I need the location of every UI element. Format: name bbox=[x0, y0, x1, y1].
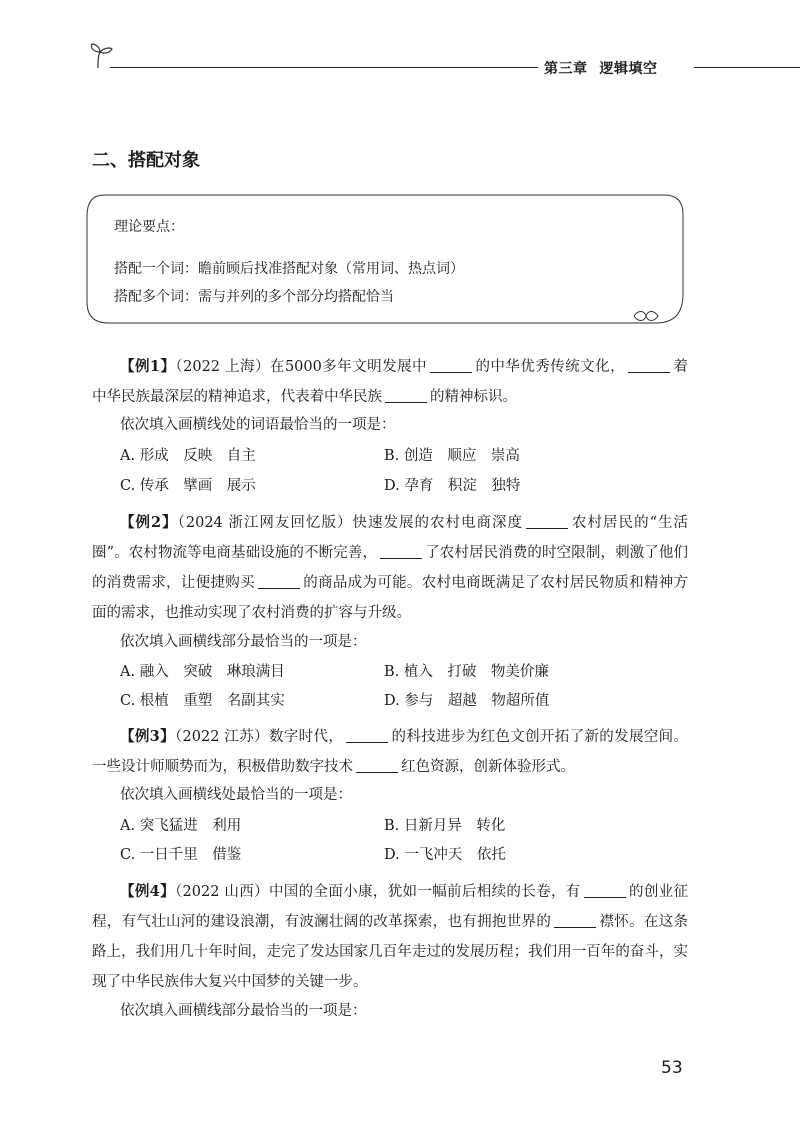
example-1-text-2: 的中华优秀传统文化， bbox=[475, 359, 626, 375]
example-3-text-2: 的科技进步为红色文创开拓了新的发展空间。一些设计师顺势而为，积极借助数字技术 bbox=[92, 729, 689, 775]
chapter-title: 逻辑填空 bbox=[599, 61, 658, 77]
chapter-heading bbox=[544, 58, 670, 78]
header-rule-left bbox=[110, 67, 538, 68]
example-1-text-4: 的精神标识。 bbox=[430, 389, 517, 405]
example-1-text-1: 在5000多年文明发展中 bbox=[269, 359, 428, 375]
example-2-question: 依次填入画横线部分最恰当的一项是： bbox=[120, 634, 367, 650]
example-3-source: （2022 江苏） bbox=[174, 729, 269, 745]
section-heading: 二、搭配对象 bbox=[92, 150, 200, 171]
example-2-option-a[interactable]: A. 融入 突破 琳琅满目 bbox=[120, 664, 285, 680]
example-2-text-3: 了农村居民消费的时空限制，刺激了他们的消费需求，让便捷购买 bbox=[92, 545, 688, 591]
theory-line-1: 搭配一个词：瞻前顾后找准搭配对象（常用词、热点词） bbox=[114, 261, 464, 277]
example-2-text-4: 的商品成为可能。农村电商既满足了农村居民物质和精神方面的需求，也推动实现了农村消费的扩容与升级。 bbox=[92, 575, 689, 621]
example-2-text-1: 快速发展的农村电商深度 bbox=[352, 515, 524, 531]
example-2-label: 【例2】 bbox=[120, 514, 178, 531]
example-1-question: 依次填入画横线处的词语最恰当的一项是： bbox=[120, 417, 396, 433]
example-4-text-3: 襟怀。在这条路上，我们用几十年时间，走完了发达国家几百年走过的发展历程；我们用一百年的奋斗，实现了中华民族伟大复兴中国梦的关键一步。 bbox=[92, 914, 689, 990]
example-2-option-d[interactable]: D. 参与 超越 物超所值 bbox=[384, 693, 550, 709]
leaf-icon bbox=[632, 309, 660, 323]
example-1-label: 【例1】 bbox=[120, 358, 176, 375]
example-4-source: （2022 山西） bbox=[174, 884, 269, 900]
example-1-text-3: 着中华民族最深层的精神追求，代表着中华民族 bbox=[92, 359, 689, 405]
example-3-option-a[interactable]: A. 突飞猛进 利用 bbox=[120, 818, 242, 834]
example-2 bbox=[92, 508, 688, 628]
answer-blank[interactable] bbox=[430, 358, 472, 373]
example-2-source: （2024 浙江网友回忆版） bbox=[177, 515, 353, 531]
answer-blank[interactable] bbox=[356, 758, 398, 773]
answer-blank[interactable] bbox=[628, 358, 670, 373]
example-1-source: （2022 上海） bbox=[175, 359, 270, 375]
answer-blank[interactable] bbox=[385, 388, 427, 403]
example-4-text-2: 的创业征程，有气壮山河的建设浪潮，有波澜壮阔的改革探索，也有拥抱世界的 bbox=[92, 884, 689, 930]
answer-blank[interactable] bbox=[258, 574, 300, 589]
example-3-text-1: 数字时代， bbox=[268, 729, 344, 745]
sprout-icon bbox=[88, 40, 116, 70]
example-1-option-b[interactable]: B. 创造 顺应 崇高 bbox=[384, 448, 520, 464]
page-number: 53 bbox=[661, 1058, 683, 1078]
answer-blank[interactable] bbox=[380, 544, 422, 559]
example-3-question: 依次填入画横线处最恰当的一项是： bbox=[120, 787, 352, 803]
example-3-text-3: 红色资源，创新体验形式。 bbox=[401, 759, 575, 775]
example-1-option-d[interactable]: D. 孕育 积淀 独特 bbox=[384, 478, 521, 494]
example-3-option-c[interactable]: C. 一日千里 借鉴 bbox=[120, 847, 242, 863]
example-1 bbox=[92, 352, 688, 412]
example-3-option-d[interactable]: D. 一飞冲天 依托 bbox=[384, 847, 506, 863]
example-4-label: 【例4】 bbox=[120, 883, 175, 900]
answer-blank[interactable] bbox=[584, 883, 626, 898]
example-2-option-c[interactable]: C. 根植 重塑 名副其实 bbox=[120, 693, 285, 709]
theory-title: 理论要点： bbox=[114, 219, 184, 235]
answer-blank[interactable] bbox=[554, 913, 596, 928]
chapter-number: 第三章 bbox=[544, 61, 588, 77]
example-1-option-c[interactable]: C. 传承 擘画 展示 bbox=[120, 478, 256, 494]
example-3 bbox=[92, 722, 688, 782]
example-4-question: 依次填入画横线部分最恰当的一项是： bbox=[120, 1003, 367, 1019]
answer-blank[interactable] bbox=[526, 514, 568, 529]
header-rule-right bbox=[694, 67, 800, 68]
example-1-option-a[interactable]: A. 形成 反映 自主 bbox=[120, 448, 256, 464]
example-4 bbox=[92, 877, 688, 997]
example-4-text-1: 中国的全面小康，犹如一幅前后相续的长卷，有 bbox=[268, 884, 581, 900]
example-2-text-2: 农村居民的“生活圈”。农村物流等电商基础设施的不断完善， bbox=[92, 515, 688, 561]
example-3-option-b[interactable]: B. 日新月异 转化 bbox=[384, 818, 506, 834]
theory-line-2: 搭配多个词：需与并列的多个部分均搭配恰当 bbox=[114, 289, 394, 305]
example-2-option-b[interactable]: B. 植入 打破 物美价廉 bbox=[384, 664, 549, 680]
answer-blank[interactable] bbox=[346, 728, 388, 743]
example-3-label: 【例3】 bbox=[120, 728, 175, 745]
